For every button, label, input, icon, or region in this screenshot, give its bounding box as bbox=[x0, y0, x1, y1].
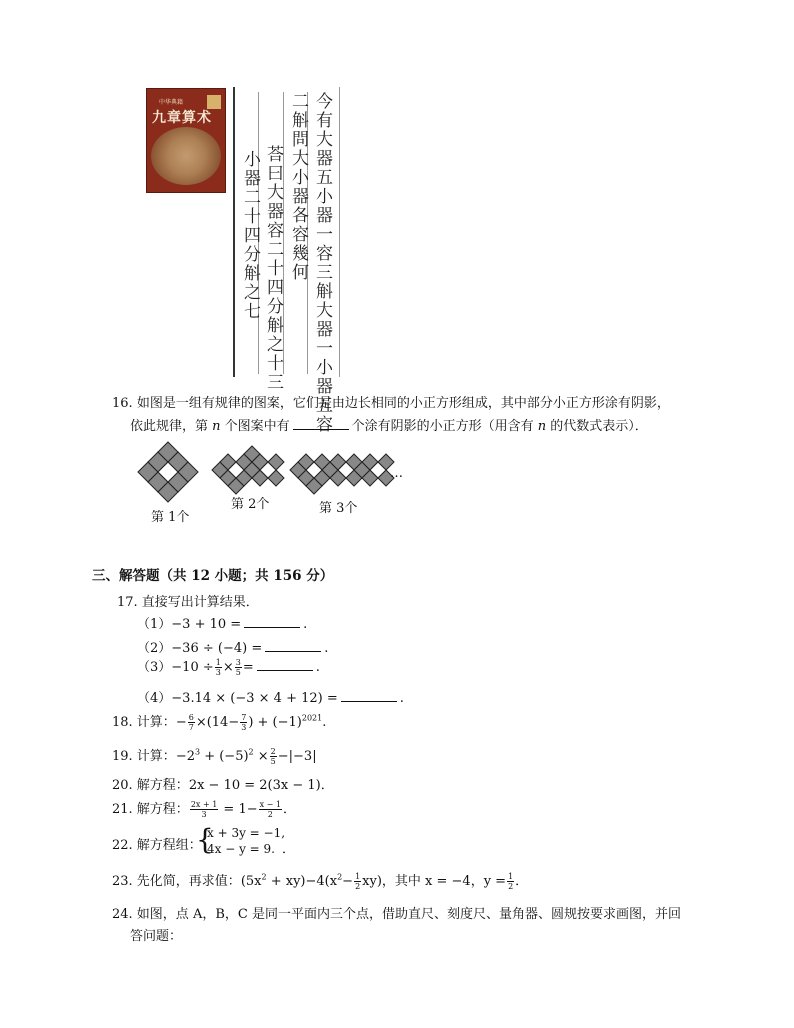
ancient-text-col-2: 二斛問大小器各容幾何 bbox=[288, 92, 308, 282]
q22-eq1: x + 3y = −1, bbox=[207, 826, 286, 840]
q23-e2: 2 bbox=[337, 872, 343, 882]
frac-num: 1 bbox=[215, 658, 221, 667]
q16-text-2b: 个图案中有 bbox=[220, 419, 290, 434]
q19-d: −|−3| bbox=[277, 749, 317, 764]
q17-idx-4: （4） bbox=[137, 691, 172, 706]
q17-expr-4: −3.14 × (−3 × 4 + 12) = bbox=[171, 691, 338, 706]
q17-eq: = bbox=[242, 660, 254, 675]
q18-c: (14− bbox=[206, 715, 240, 730]
q17-expr-1: −3 + 10 = bbox=[171, 617, 242, 632]
book-cover-image bbox=[146, 88, 226, 193]
q18-label: 18. 计算： bbox=[112, 715, 176, 730]
pattern-3 bbox=[290, 454, 394, 494]
frac-den: 7 bbox=[188, 723, 194, 732]
q18-exp: 2021 bbox=[301, 713, 323, 723]
q17-blank-3[interactable] bbox=[257, 658, 313, 671]
q19-exp2: 2 bbox=[248, 747, 254, 757]
q19-c: × bbox=[253, 749, 269, 764]
q17-expr-3a: −10 ÷ bbox=[171, 660, 214, 675]
q23-b: + xy)−4(x bbox=[266, 874, 338, 889]
q23-e1: 2 bbox=[261, 872, 267, 882]
frac-num: 6 bbox=[188, 713, 194, 722]
frac-den: 5 bbox=[270, 757, 276, 766]
frac-num: 2 bbox=[270, 747, 276, 756]
q17-blank-4[interactable] bbox=[341, 689, 397, 702]
q17-idx-2: （2） bbox=[137, 641, 172, 656]
q22-label: 22. 解方程组： bbox=[112, 838, 202, 853]
q22-end: ． bbox=[282, 842, 296, 857]
q23-end: ． bbox=[515, 874, 529, 889]
frac-num: 7 bbox=[241, 713, 247, 722]
q18-frac-1 bbox=[188, 713, 195, 732]
q16-line1 bbox=[112, 392, 670, 411]
book-pattern bbox=[151, 127, 221, 185]
q17-end-4: . bbox=[399, 691, 404, 706]
q20-expr: 2x − 10 = 2(3x − 1)． bbox=[188, 778, 334, 793]
q22-eq2: 4x − y = 9. bbox=[207, 842, 275, 856]
q21-end: ． bbox=[283, 802, 297, 817]
pattern-1 bbox=[138, 442, 198, 502]
frac-den: 2 bbox=[267, 810, 273, 819]
q18-end: . bbox=[322, 715, 327, 730]
q23-a: (5x bbox=[240, 874, 262, 889]
frac-num: 1 bbox=[355, 872, 361, 881]
q18-b: × bbox=[195, 715, 207, 730]
frac-den: 3 bbox=[241, 723, 247, 732]
q16-text-2d: 的代数式表示）． bbox=[546, 419, 648, 434]
q22-brace: { bbox=[196, 823, 214, 856]
q17-item-4 bbox=[137, 687, 404, 706]
q17-end-1: . bbox=[303, 617, 308, 632]
q21-mid: = 1− bbox=[219, 802, 258, 817]
q21 bbox=[112, 798, 296, 819]
q17-end-2: . bbox=[324, 641, 329, 656]
frac-den: 3 bbox=[215, 668, 221, 677]
q23-frac-2 bbox=[507, 872, 514, 891]
q17-expr-2: −36 ÷ (−4) = bbox=[171, 641, 263, 656]
q17-item-1 bbox=[137, 613, 307, 632]
q19-exp1: 3 bbox=[194, 747, 201, 757]
q19 bbox=[112, 745, 317, 766]
q17-frac-1 bbox=[215, 658, 222, 677]
q24-line1: 24. 如图，点 A，B，C 是同一平面内三个点，借助直尺、刻度尺、量角器、圆规按要求画图，并回 bbox=[112, 907, 681, 922]
q16-text-2a: 依此规律，第 bbox=[130, 419, 213, 434]
q23-d: xy)，其中 x = −4，y = bbox=[362, 874, 507, 889]
q21-label: 21. 解方程： bbox=[112, 802, 189, 817]
q16-text-1: 如图是一组有规律的图案，它们是由边长相同的小正方形组成，其中部分小正方形涂有阴影， bbox=[136, 396, 670, 411]
q17-blank-2[interactable] bbox=[265, 639, 321, 652]
q18-frac-2 bbox=[240, 713, 247, 732]
q16-var-n: n bbox=[212, 419, 221, 434]
q16-answer-blank[interactable] bbox=[293, 417, 349, 430]
frac-den: 5 bbox=[235, 668, 241, 677]
q19-a: −2 bbox=[175, 749, 195, 764]
ancient-text-col-1: 今有大器五小器一容三斛大器一小器五容 bbox=[312, 92, 332, 434]
q23-frac-1 bbox=[354, 872, 361, 891]
q19-b: + (−5) bbox=[200, 749, 249, 764]
q16-line2 bbox=[130, 415, 648, 434]
q16-number: 16. bbox=[112, 396, 133, 411]
frac-den: 2 bbox=[508, 882, 514, 891]
book-title: 九章算术 bbox=[152, 110, 212, 126]
q24-line2: 答问题： bbox=[130, 929, 183, 944]
q17-frac-2 bbox=[235, 658, 242, 677]
q23-label: 23. 先化简，再求值： bbox=[112, 874, 241, 889]
q17-blank-1[interactable] bbox=[244, 615, 300, 628]
q19-label: 19. 计算： bbox=[112, 749, 176, 764]
q16-text-2c: 个涂有阴影的小正方形（用含有 bbox=[351, 419, 538, 434]
q18-d: ) + (−1) bbox=[248, 715, 302, 730]
q20-label: 20. 解方程： bbox=[112, 778, 189, 793]
frac-num: 1 bbox=[508, 872, 514, 881]
q18-a: − bbox=[175, 715, 187, 730]
pattern-label-3: 第 3个 bbox=[319, 501, 358, 516]
book-small-title: 中华典籍 bbox=[159, 99, 184, 106]
section-3-title: 三、解答题（共 12 小题；共 156 分） bbox=[92, 568, 334, 584]
frac-num: 2x + 1 bbox=[190, 800, 218, 809]
pattern-2 bbox=[212, 446, 284, 494]
q21-frac-1 bbox=[190, 800, 218, 819]
q17-item-3 bbox=[137, 656, 320, 677]
pattern-label-1: 第 1个 bbox=[151, 510, 190, 525]
q23-c: − bbox=[342, 874, 354, 889]
q17-item-2 bbox=[137, 637, 328, 656]
pattern-ellipsis: … bbox=[390, 466, 406, 481]
frac-den: 2 bbox=[355, 882, 361, 891]
ancient-text-col-3: 荅曰大器容二十四分斛之十三 bbox=[263, 145, 283, 392]
q17-idx-3: （3） bbox=[137, 660, 172, 675]
q17-times: × bbox=[222, 660, 234, 675]
q20 bbox=[112, 774, 334, 793]
q19-frac bbox=[270, 747, 277, 766]
q23 bbox=[112, 870, 528, 891]
q16-var-n2: n bbox=[537, 419, 547, 434]
q21-frac-2 bbox=[259, 800, 282, 819]
frac-den: 3 bbox=[201, 810, 207, 819]
q18 bbox=[112, 711, 326, 732]
q17-idx-1: （1） bbox=[137, 617, 172, 632]
frac-num: x − 1 bbox=[259, 800, 282, 809]
q17-end-3: . bbox=[315, 660, 320, 675]
pattern-label-2: 第 2个 bbox=[231, 497, 270, 512]
q17-stem: 17. 直接写出计算结果． bbox=[117, 595, 259, 610]
ancient-text-col-4: 小器二十四分斛之七 bbox=[240, 150, 260, 321]
frac-num: 3 bbox=[235, 658, 241, 667]
